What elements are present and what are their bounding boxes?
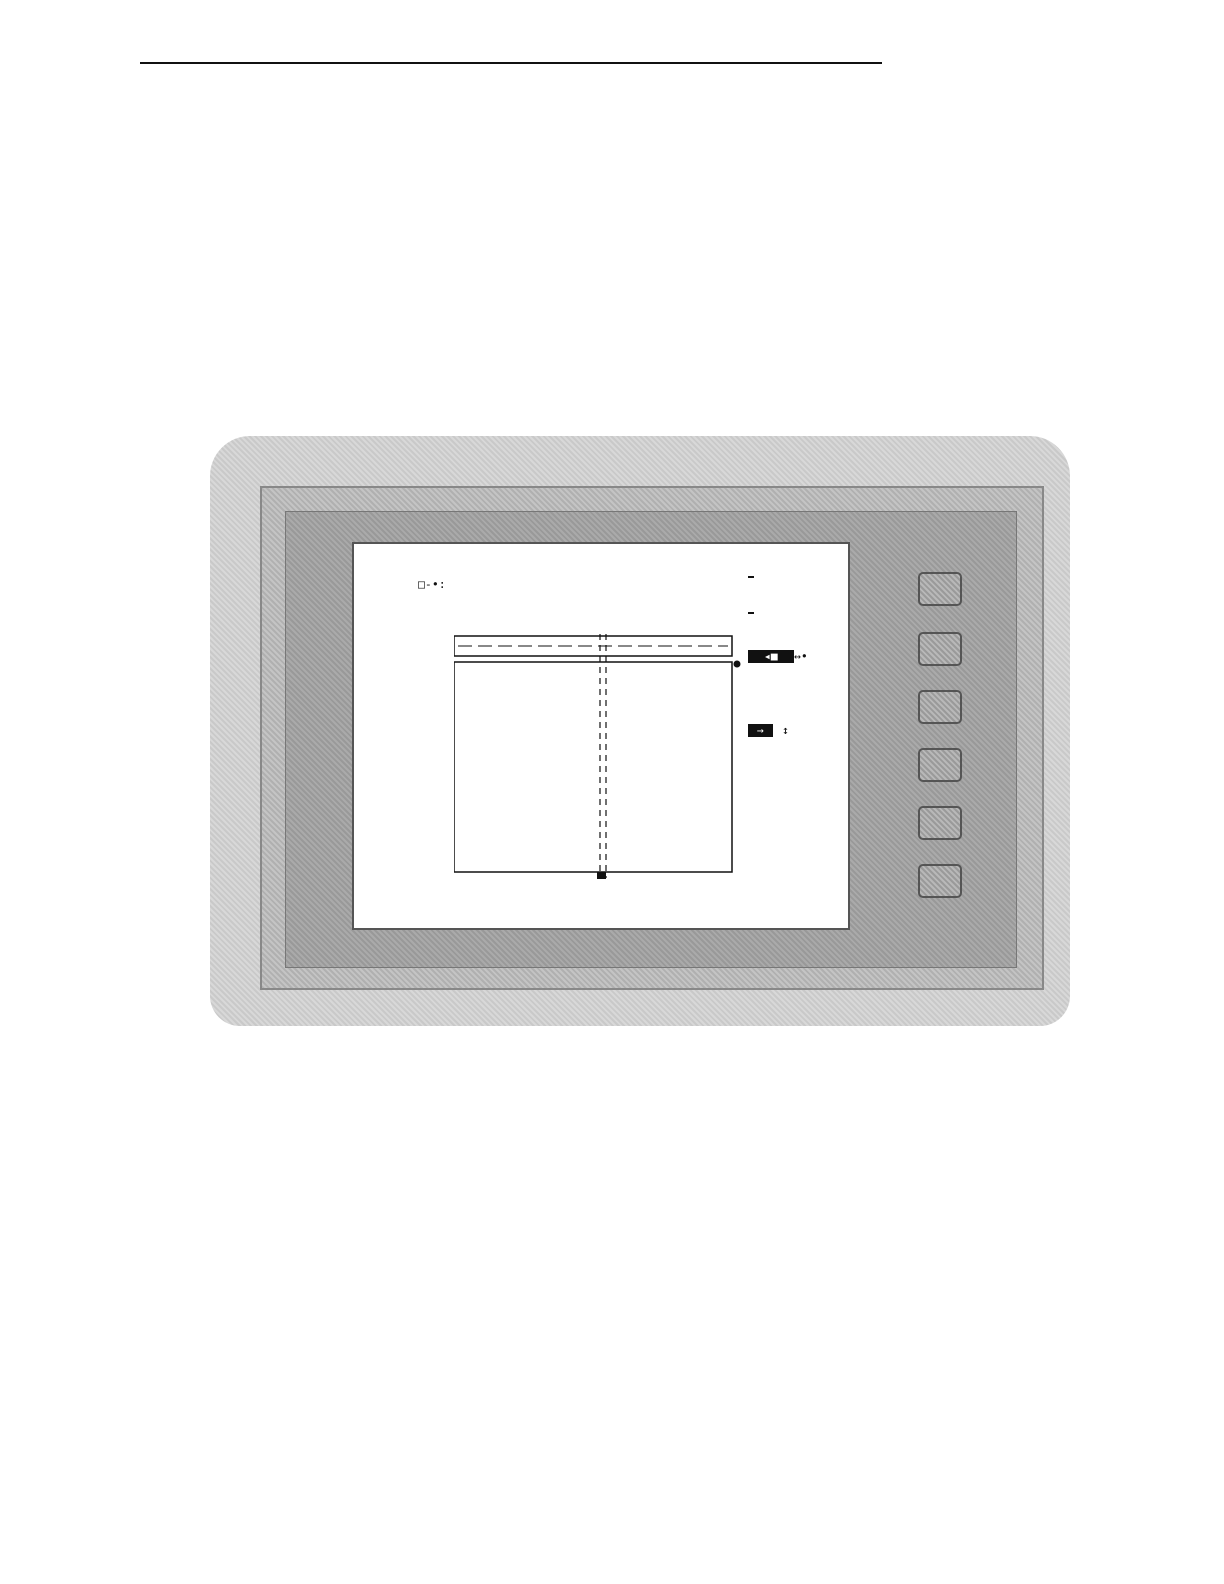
double-arrow-icon: ↔• — [794, 649, 808, 663]
softkey-5-button[interactable] — [918, 806, 962, 840]
plot-frame — [454, 662, 732, 872]
marker-dot-icon — [734, 661, 741, 668]
marker-move-icon: ◂■ — [750, 649, 792, 663]
softkey-6-button[interactable] — [918, 864, 962, 898]
menu-disp-scal[interactable] — [748, 612, 754, 614]
marker-pair-icon: □-•: — [418, 577, 446, 591]
instrument-screen — [352, 542, 850, 930]
header-rule — [140, 62, 882, 64]
phase-plot — [454, 634, 744, 884]
figure — [210, 436, 1070, 1026]
softkey-4-button[interactable] — [918, 748, 962, 782]
softkey-3-button[interactable] — [918, 690, 962, 724]
orient-vertical-icon: ↕ — [782, 723, 789, 737]
menu-main[interactable] — [748, 576, 754, 578]
orient-horizontal-icon: → — [750, 723, 771, 737]
softkey-1-button[interactable] — [918, 572, 962, 606]
marker-square-icon — [597, 872, 606, 879]
softkey-2-button[interactable] — [918, 632, 962, 666]
